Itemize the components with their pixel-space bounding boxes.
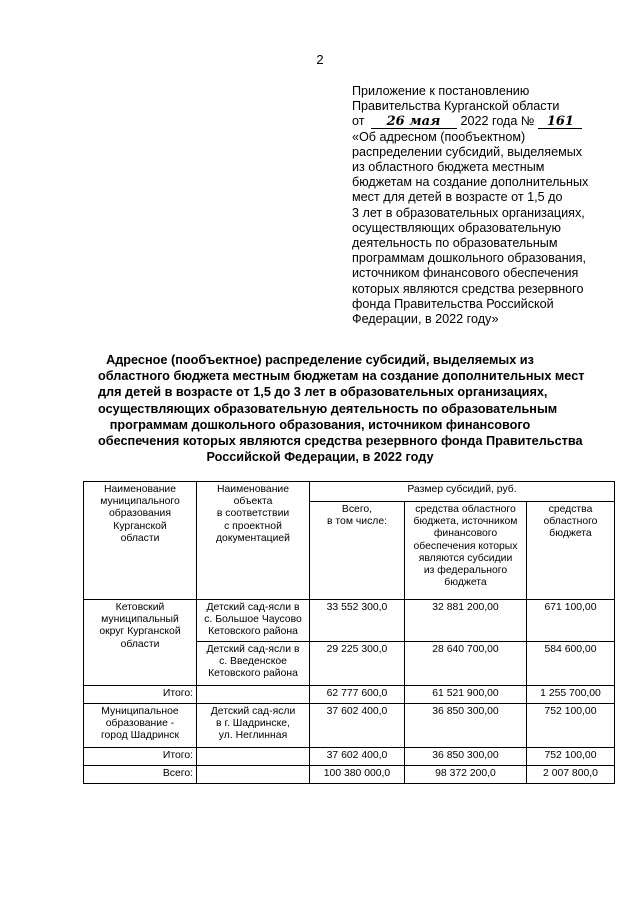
appendix-title-line: Федерации, в 2022 году» [352,312,499,327]
cell-federal: 36 850 300,00 [405,704,527,748]
cell-total: 62 777 600,0 [310,686,405,704]
date-prefix: от [352,114,365,129]
cell-object: Детский сад-ясли в г. Шадринске, ул. Неглинная [197,704,310,748]
appendix-title-line: 3 лет в образовательных организациях, [352,205,585,220]
cell-total: 37 602 400,0 [310,704,405,748]
cell-federal: 36 850 300,00 [405,748,527,766]
cell-regional: 752 100,00 [527,748,615,766]
cell-municipality: Муниципальное образование - город Шадринск [84,704,197,748]
cell-regional: 1 255 700,00 [527,686,615,704]
appendix-line-2: Правительства Курганской области [352,99,560,114]
cell-label: Итого: [84,686,197,704]
heading-line: программам дошкольного образования, источником финансового [109,417,531,432]
handwritten-date: 26 мая [371,115,457,129]
cell-total: 37 602 400,0 [310,748,405,766]
header-total: Всего, в том числе: [310,502,405,600]
cell-regional: 752 100,00 [527,704,615,748]
cell-total: 100 380 000,0 [310,766,405,784]
appendix-title-line: фонда Правительства Российской [352,296,554,311]
appendix-title-line: осуществляющих образовательную [352,220,561,235]
appendix-title-line: программам дошкольного образования, [352,251,587,266]
cell-empty [197,766,310,784]
heading-line: обеспечения которых являются средства резервного фонда Правительства [98,434,583,449]
table-row [84,600,615,642]
header-object: Наименование объекта в соответствии с проектной документацией [197,482,310,600]
appendix-title-line: мест для детей в возрасте от 1,5 до [352,190,563,205]
header-municipality: Наименование муниципального образования Курганской области [84,482,197,600]
cell-object: Детский сад-ясли в с. Введенское Кетовского района [197,642,310,686]
table-row-grand-total [84,766,615,784]
year-text: 2022 года № [460,114,535,129]
cell-regional: 584 600,00 [527,642,615,686]
cell-federal: 61 521 900,00 [405,686,527,704]
cell-federal: 98 372 200,0 [405,766,527,784]
table-row-subtotal [84,686,615,704]
cell-total: 29 225 300,0 [310,642,405,686]
cell-federal: 32 881 200,00 [405,600,527,642]
header-federal: средства областного бюджета, источником финансового обеспечения которых являются субсидии из федерального бюджета [405,502,527,600]
cell-label: Всего: [84,766,197,784]
appendix-date-line [352,114,614,129]
appendix-title-line: «Об адресном (пообъектном) [352,129,526,144]
header-regional: средства областного бюджета [527,502,615,600]
cell-empty [197,748,310,766]
appendix-title-line: бюджетам на создание дополнительных [352,175,589,190]
appendix-title-line: распределении субсидий, выделяемых [352,144,583,159]
header-subsidy-size: Размер субсидий, руб. [310,482,615,502]
cell-federal: 28 640 700,00 [405,642,527,686]
table-row-subtotal [84,748,615,766]
heading-line: областного бюджета местным бюджетам на создание дополнительных мест [98,369,585,384]
appendix-block [352,84,614,327]
cell-object: Детский сад-ясли в с. Большое Чаусово Кетовского района [197,600,310,642]
appendix-line-1: Приложение к постановлению [352,84,530,98]
appendix-title-line: деятельность по образовательным [352,236,558,251]
table-row [84,704,615,748]
appendix-title-line: которых являются средства резервного [352,281,584,296]
appendix-title-line: источником финансового обеспечения [352,266,579,281]
document-heading [98,352,585,465]
cell-total: 33 552 300,0 [310,600,405,642]
subsidy-table [83,481,615,784]
heading-line: Российской Федерации, в 2022 году [206,450,434,465]
appendix-title-line: из областного бюджета местным [352,160,545,175]
heading-line: осуществляющих образовательную деятельность по образовательным [98,401,558,416]
heading-line: для детей в возрасте от 1,5 до 3 лет в образовательных организациях, [98,385,548,400]
cell-municipality: Кетовский муниципальный округ Курганской области [84,600,197,686]
cell-regional: 2 007 800,0 [527,766,615,784]
handwritten-number: 161 [538,115,582,129]
cell-label: Итого: [84,748,197,766]
heading-line: Адресное (пообъектное) распределение субсидий, выделяемых из [106,353,534,367]
cell-empty [197,686,310,704]
page-number: 2 [316,52,324,67]
cell-regional: 671 100,00 [527,600,615,642]
